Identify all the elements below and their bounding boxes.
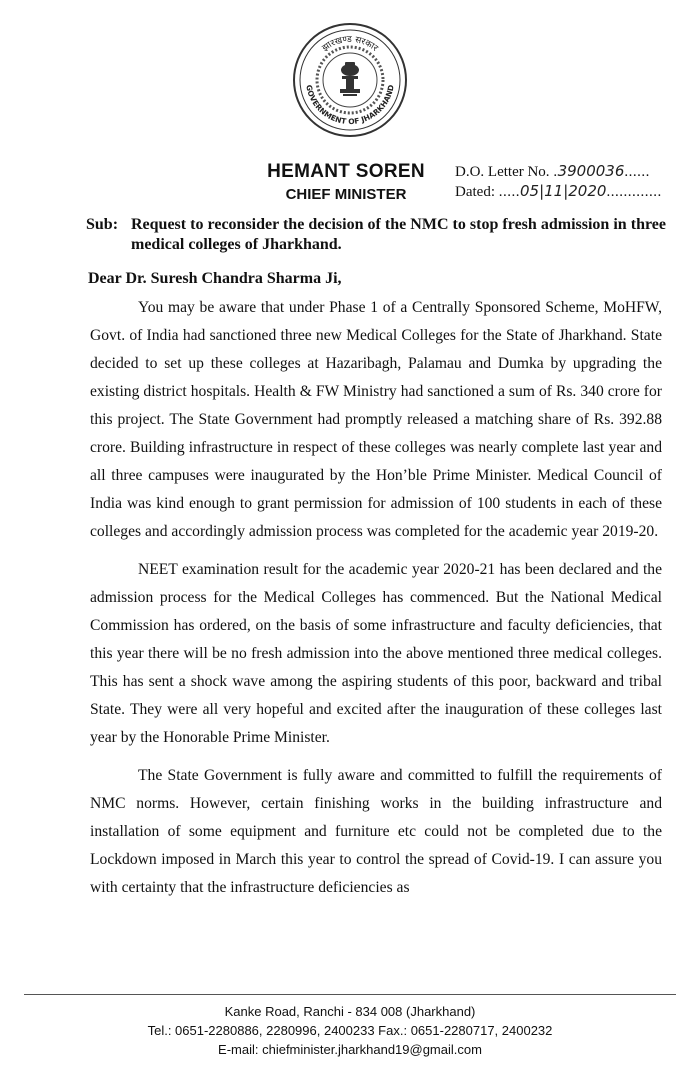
letter-number-row: D.O. Letter No. .3900036...... bbox=[455, 162, 650, 180]
subject-text: Request to reconsider the decision of the NMC to stop fresh admission in three medical colleges of Jharkhand. bbox=[131, 216, 666, 253]
letter-number-label: D.O. Letter No. bbox=[455, 164, 550, 180]
footer-address: Kanke Road, Ranchi - 834 008 (Jharkhand) bbox=[224, 1004, 476, 1019]
sender-block bbox=[266, 161, 426, 203]
salutation: Dear Dr. Suresh Chandra Sharma Ji, bbox=[88, 270, 342, 287]
date-row: Dated: .....05|11|2020............. bbox=[455, 182, 662, 200]
footer-phones: Tel.: 0651-2280886, 2280996, 2400233 Fax.: 0651-2280717, 2400232 bbox=[147, 1023, 553, 1038]
date-value: 05|11|2020 bbox=[519, 182, 607, 200]
letterhead-footer bbox=[0, 1002, 700, 1059]
reference-block bbox=[455, 162, 662, 202]
body-paragraph: The State Government is fully aware and committed to fulfill the requirements of NMC norms. However, certain finishing works in the building infrastructure and installation of some equipment and furniture etc could not be completed due to the Lockdown imposed in March this year to control the spread of Covid-19. I can assure you with certainty that the infrastructure deficiencies as bbox=[90, 767, 662, 896]
body-paragraph: NEET examination result for the academic year 2020-21 has been declared and the admission process for the Medical Colleges has commenced. But the National Medical Commission has ordered, on the basis of some infrastructure and faculty deficiencies, that this year there will be no fresh admission into the above mentioned three medical colleges. This has sent a shock wave among the aspiring students of this poor, backward and tribal State. They were all very hopeful and excited after the inauguration of these colleges last year by the Honorable Prime Minister. bbox=[90, 561, 662, 746]
footer-divider bbox=[24, 994, 676, 995]
subject-label: Sub: bbox=[86, 216, 119, 233]
body-paragraph: You may be aware that under Phase 1 of a Centrally Sponsored Scheme, MoHFW, Govt. of India had sanctioned three new Medical Colleges for the State of Jharkhand. State decided to set up these colleges at Hazaribagh, Palamau and Dumka by upgrading the existing district hospitals. Health & FW Ministry had sanctioned a sum of Rs. 340 crore for this project. The State Government had promptly released a matching share of Rs. 392.88 crore. Building infrastructure in respect of these colleges was nearly complete last year and all three campuses were inaugurated by the Hon’ble Prime Minister. Medical Council of India was kind enough to grant permission for admission of 100 students in each of these colleges and accordingly admission process was completed for the academic year 2019-20. bbox=[90, 299, 662, 540]
date-label: Dated: bbox=[455, 184, 495, 200]
seal-top-text: झारखण्ड सरकार bbox=[320, 34, 380, 54]
subject-line bbox=[86, 215, 666, 255]
letter-number-value: 3900036 bbox=[557, 162, 625, 180]
seal-bottom-text: GOVERNMENT OF JHARKHAND bbox=[304, 84, 396, 127]
sender-designation: CHIEF MINISTER bbox=[285, 186, 407, 203]
government-seal-emblem bbox=[290, 20, 410, 140]
sender-name: HEMANT SOREN bbox=[267, 161, 425, 182]
letter-body bbox=[90, 294, 662, 912]
footer-email: E-mail: chiefminister.jharkhand19@gmail.com bbox=[218, 1042, 482, 1057]
